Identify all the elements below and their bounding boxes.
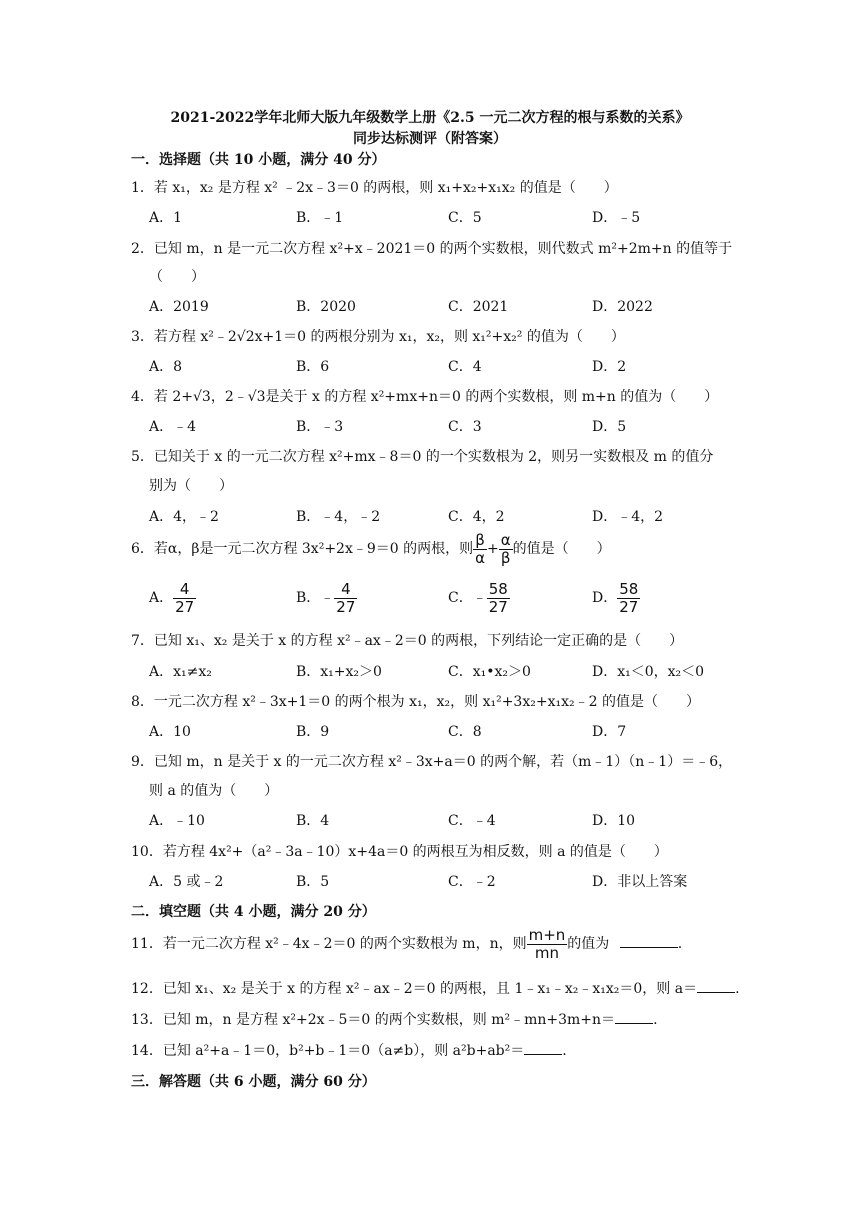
question-4: 4．若 2+√3，2﹣√3是关于 x 的方程 x²+mx+n＝0 的两个实数根，则 m+n 的值为（ ） — [131, 389, 719, 405]
option-c: C．﹣2 — [448, 874, 496, 890]
section-choice: 一．选择题（共 10 小题，满分 40 分） — [131, 152, 386, 168]
question-6: 6．若α，β是一元二次方程 3x²+2x﹣9＝0 的两根，则 $\frac{\beta}{\alpha}$ + $\frac{\alpha}{\beta}$ 的值是（ ） — [131, 530, 611, 567]
option-a: A．﹣10 — [149, 813, 205, 829]
question-5: 5．已知关于 x 的一元二次方程 x²+mx﹣8＝0 的一个实数根为 2，则另一实数根及 m 的值分 — [131, 449, 714, 465]
option-a: A．10 — [149, 724, 191, 740]
question-10-options — [149, 871, 729, 893]
option-a: A．5 或﹣2 — [149, 874, 224, 890]
option-d: D．x₁＜0，x₂＜0 — [592, 664, 705, 680]
option-d: D．5 — [592, 419, 627, 435]
section-fill: 二．填空题（共 4 小题，满分 20 分） — [131, 904, 376, 920]
option-c: C．3 — [448, 419, 482, 435]
question-1: 1．若 x₁，x₂ 是方程 x² ﹣2x﹣3＝0 的两根，则 x₁+x₂+x₁x₂ 的值是（ ） — [131, 180, 618, 196]
fraction-beta-over-alpha: $\frac{\beta}{\alpha}$ — [475, 530, 486, 567]
option-d: D．﹣5 — [592, 210, 641, 226]
option-a: A．﹣4 — [149, 419, 197, 435]
option-b: B．5 — [296, 874, 330, 890]
question-9: 9．已知 m，n 是关于 x 的一元二次方程 x²﹣3x+a＝0 的两个解，若（m﹣1）（n﹣1）＝﹣6， — [131, 754, 733, 770]
question-14: 14．已知 a²+a﹣1＝0，b²+b﹣1＝0（a≠b），则 a²b+ab²＝ . — [131, 1043, 567, 1059]
option-b: B．6 — [296, 359, 330, 375]
question-2-options — [149, 296, 729, 318]
question-12: 12．已知 x₁、x₂ 是关于 x 的方程 x²﹣ax﹣2＝0 的两根，且 1﹣x₁﹣x₂﹣x₁x₂＝0，则 a＝ . — [131, 981, 740, 997]
question-3: 3．若方程 x²﹣2√2x+1＝0 的两根分别为 x₁，x₂，则 x₁²+x₂² 的值为（ ） — [131, 329, 625, 345]
option-b: B．﹣4，﹣2 — [296, 509, 381, 525]
question-2: 2．已知 m，n 是一元二次方程 x²+x﹣2021＝0 的两个实数根，则代数式 m²+2m+n 的值等于 — [131, 241, 733, 257]
answer-blank[interactable] — [697, 992, 735, 993]
question-7: 7．已知 x₁、x₂ 是关于 x 的方程 x²﹣ax﹣2＝0 的两根，下列结论一定正确的是（ ） — [131, 633, 684, 649]
option-b: B．4 — [296, 813, 330, 829]
option-d: D． $\frac{58}{27}$ — [592, 579, 639, 616]
option-c: C．x₁•x₂＞0 — [448, 664, 531, 680]
option-c: C．﹣4 — [448, 813, 496, 829]
document-title: 2021-2022学年北师大版九年级数学上册《2.5 一元二次方程的根与系数的关系》 — [170, 110, 690, 126]
question-8-options — [149, 721, 729, 743]
option-d: D．2022 — [592, 299, 653, 315]
fraction-m-plus-n-over-mn: $\frac{m+n}{mn}$ — [528, 925, 566, 962]
question-9-options — [149, 810, 729, 832]
option-a: A．1 — [149, 210, 183, 226]
option-b: B．x₁+x₂＞0 — [296, 664, 382, 680]
question-2-continued: （ ） — [149, 269, 205, 285]
option-d: D．10 — [592, 813, 636, 829]
option-b: B．﹣1 — [296, 210, 344, 226]
question-9-continued: 则 a 的值为（ ） — [149, 783, 279, 799]
question-3-options — [149, 356, 729, 378]
option-b: B．9 — [296, 724, 330, 740]
question-7-options — [149, 661, 729, 683]
option-d-fraction: $\frac{58}{27}$ — [619, 579, 639, 616]
option-a: A．4，﹣2 — [149, 509, 219, 525]
question-11: 11．若一元二次方程 x²﹣4x﹣2＝0 的两个实数根为 m，n，则 $\frac{m+n}{mn}$ 的值为 . — [131, 925, 683, 962]
option-a: A． $\frac{4}{27}$ — [149, 579, 195, 616]
question-10: 10．若方程 4x²+（a²﹣3a﹣10）x+4a＝0 的两根互为相反数，则 a 的值是（ ） — [131, 844, 668, 860]
option-d: D．7 — [592, 724, 627, 740]
question-8: 8．一元二次方程 x²﹣3x+1＝0 的两个根为 x₁，x₂，则 x₁²+3x₂+x₁x₂﹣2 的值是（ ） — [131, 694, 700, 710]
option-c: C．4 — [448, 359, 482, 375]
option-c: C．4，2 — [448, 509, 505, 525]
question-13: 13．已知 m，n 是方程 x²+2x﹣5＝0 的两个实数根，则 m²﹣mn+3m+n＝ . — [131, 1012, 658, 1028]
option-c: C．5 — [448, 210, 482, 226]
question-5-continued: 别为（ ） — [149, 478, 233, 494]
fraction-alpha-over-beta: $\frac{\alpha}{\beta}$ — [500, 530, 511, 567]
option-d: D．﹣4，2 — [592, 509, 664, 525]
option-c: C．8 — [448, 724, 482, 740]
section-answer: 三．解答题（共 6 小题，满分 60 分） — [131, 1074, 376, 1090]
option-a: A．2019 — [149, 299, 209, 315]
option-b: B．2020 — [296, 299, 356, 315]
question-1-options — [149, 207, 729, 229]
option-b-fraction: $\frac{4}{27}$ — [336, 579, 356, 616]
option-d: D．非以上答案 — [592, 874, 688, 890]
option-a-fraction: $\frac{4}{27}$ — [175, 579, 195, 616]
option-a: A．x₁≠x₂ — [149, 664, 212, 680]
option-b: B．﹣3 — [296, 419, 344, 435]
option-a: A．8 — [149, 359, 183, 375]
answer-blank[interactable] — [524, 1054, 562, 1055]
option-b: B．﹣ $\frac{4}{27}$ — [296, 579, 356, 616]
option-c: C．2021 — [448, 299, 509, 315]
question-4-options — [149, 416, 729, 438]
question-5-options — [149, 506, 729, 528]
answer-blank[interactable] — [620, 947, 678, 948]
option-c: C．﹣ $\frac{58}{27}$ — [448, 579, 508, 616]
option-d: D．2 — [592, 359, 627, 375]
answer-blank[interactable] — [615, 1023, 653, 1024]
document-subtitle: 同步达标测评（附答案） — [353, 131, 507, 147]
option-c-fraction: $\frac{58}{27}$ — [488, 579, 508, 616]
question-6-options — [149, 578, 729, 618]
